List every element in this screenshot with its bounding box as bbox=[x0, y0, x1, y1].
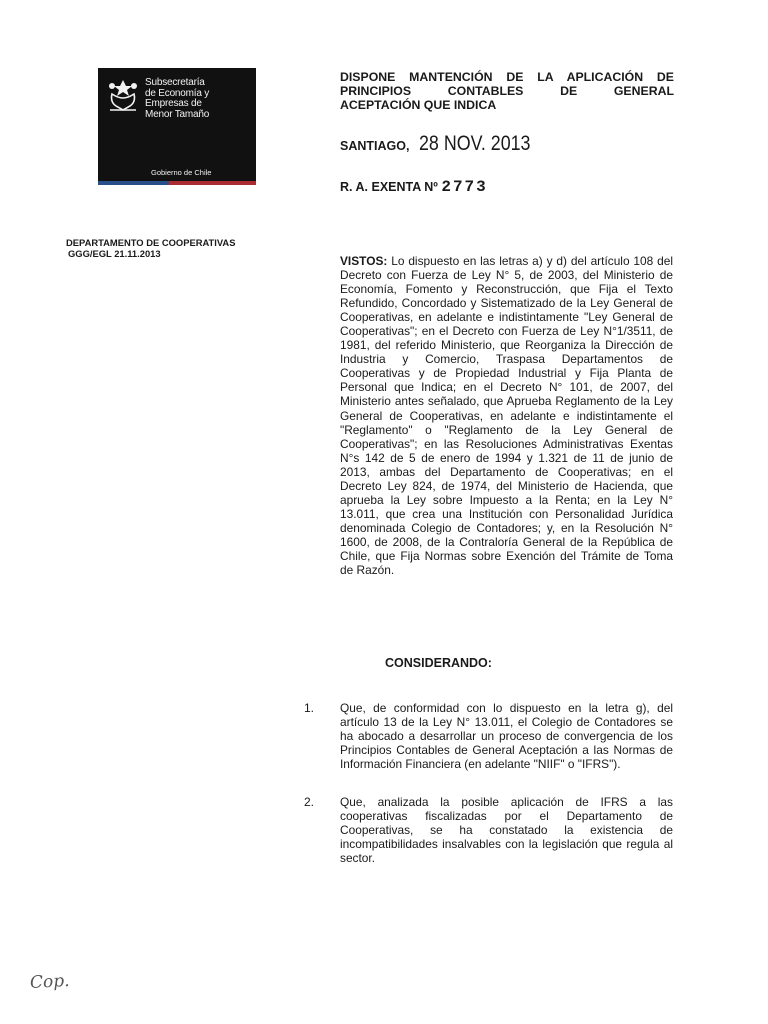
considerando-heading: CONSIDERANDO: bbox=[385, 656, 492, 670]
considerando-item-number: 1. bbox=[304, 701, 315, 715]
title-line: ACEPTACIÓN QUE INDICA bbox=[340, 98, 497, 112]
handwritten-margin-note: Cop. bbox=[29, 970, 71, 994]
considerando-item-text: Que, de conformidad con lo dispuesto en la letra g), del artículo 13 de la Ley N° 13.011, el Colegio de Contadores se ha abocado a desarrollar un proceso de convergencia de los Principios Contables de General Aceptación a las Normas de Información Financiera (en adelante "NIIF" o "IFRS"). bbox=[340, 701, 673, 772]
document-title bbox=[340, 70, 674, 112]
resolution-number bbox=[340, 178, 488, 196]
department-block bbox=[66, 237, 235, 259]
title-line: DISPONE MANTENCIÓN DE LA APLICACIÓN DE bbox=[340, 70, 674, 84]
place-date bbox=[340, 132, 550, 156]
exenta-label: R. A. EXENTA Nº bbox=[340, 180, 438, 194]
vistos-paragraph bbox=[340, 254, 673, 577]
considerando-item-text: Que, analizada la posible aplicación de IFRS a las cooperativas fiscalizadas por el Departamento de Cooperativas, se ha constatado la existencia de incompatibilidades insalvables con la legislación que regula al sector. bbox=[340, 795, 673, 866]
ministry-logo bbox=[98, 68, 256, 185]
department-name: DEPARTAMENTO DE COOPERATIVAS bbox=[66, 237, 236, 248]
government-label: Gobierno de Chile bbox=[151, 168, 212, 177]
date-stamp: 28 NOV. 2013 bbox=[418, 132, 531, 155]
vistos-label: VISTOS: bbox=[340, 254, 388, 268]
considerando-item-number: 2. bbox=[304, 795, 315, 809]
vistos-text: Lo dispuesto en las letras a) y d) del artículo 108 del Decreto con Fuerza de Ley N° 5, de 2003, del Ministerio de Economía, Fomento y Reconstrucción, que Fija el Texto Refundido, Concordado y Sistematizado de la Ley General de Cooperativas, en adelante e indistintamente "Ley General de Cooperativas"; en el Decreto con Fuerza de Ley N°1/3511, de 1981, del referido Ministerio, que Reorganiza la Dirección de Industria y Comercio, Traspasa Departamentos de Cooperativas y de Propiedad Industrial y Fija Planta de Personal que Indica; en el Decreto N° 101, de 2007, del Ministerio antes señalado, que Aprueba Reglamento de la Ley General de Cooperativas, en adelante e indistintamente el "Reglamento" o "Reglamento de la Ley General de Cooperativas"; en las Resoluciones Administrativas Exentas N°s 142 de 5 de enero de 1994 y 1.321 de 11 de junio de 2013, ambas del Departamento de Cooperativas; en el Decreto Ley 824, de 1974, del Ministerio de Hacienda, que aprueba la Ley sobre Impuesto a la Renta; en la Ley N° 13.011, que crea una Institución con Personalidad Jurídica denominada Colegio de Contadores; y, en la Resolución N° 1600, de 2008, de la Contraloría General de la República de Chile, que Fija Normas sobre Exención del Trámite de Toma de Razón. bbox=[340, 254, 673, 578]
department-reference: GGG/EGL 21.11.2013 bbox=[68, 248, 161, 259]
flag-bar bbox=[98, 181, 256, 185]
title-line: PRINCIPIOS CONTABLES DE GENERAL bbox=[340, 84, 674, 98]
exenta-number-stamp: 2773 bbox=[441, 178, 488, 196]
chile-coat-of-arms-icon bbox=[106, 76, 140, 114]
ministry-name: Subsecretaría de Economía y Empresas de Menor Tamaño bbox=[145, 77, 210, 120]
place-label: SANTIAGO, bbox=[340, 139, 410, 153]
